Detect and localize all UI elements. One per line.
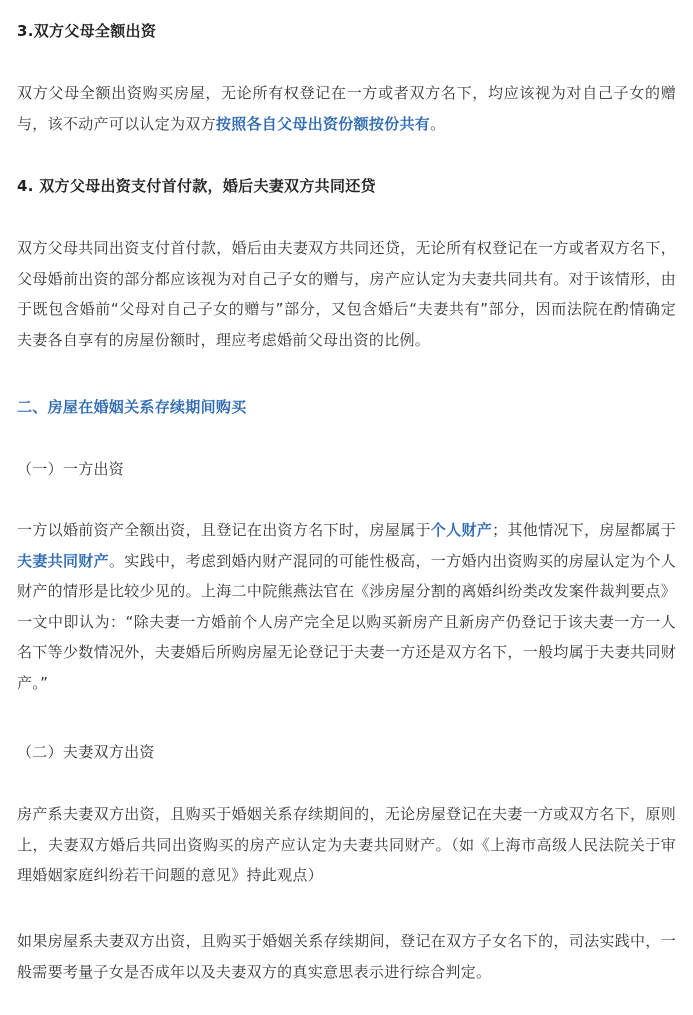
section-3-heading: 3.双方父母全额出资 [17,22,157,40]
personal-property-highlight: 个人财产 [430,521,493,539]
subsection-2-paragraph-1: 房产系夫妻双方出资，且购买于婚姻关系存续期间的，无论房屋登记在夫妻一方或双方名下，原则上，夫妻双方婚后共同出资购买的房产应认定为夫妻共同财产。（如《上海市高级人民法院关于审理婚姻家庭纠纷若干问题的意见》持此观点） [17,805,676,884]
subsection-1-paragraph [17,515,676,698]
part-2-heading: 二、房屋在婚姻关系存续期间购买 [17,398,247,416]
section-4-paragraph: 双方父母共同出资支付首付款，婚后由夫妻双方共同还贷，无论所有权登记在一方或者双方名下，父母婚前出资的部分都应该视为对自己子女的赠与，房产应认定为夫妻共同共有。对于该情形，由于既包含婚前“父母对自己子女的赠与”部分，又包含婚后“夫妻共有”部分，因而法院在酌情确定夫妻各自享有的房屋份额时，理应考虑婚前父母出资的比例。 [17,239,676,349]
section-3-text-a: 双方父母全额出资购买房屋，无论所有权登记在一方或者双方名下，均应该视为对自己子女的赠与，该不动产可以认定为双方 [17,84,676,133]
subsection-1-heading: （一）一方出资 [17,460,125,478]
subsection-2-heading: （二）夫妻双方出资 [17,743,155,761]
subsection-1-text-a: 一方以婚前资产全额出资，且登记在出资方名下时，房屋属于 [17,521,431,539]
subsection-2-paragraph-2: 如果房屋系夫妻双方出资，且购买于婚姻关系存续期间，登记在双方子女名下的，司法实践中，一般需要考量子女是否成年以及夫妻双方的真实意思表示进行综合判定。 [17,932,676,981]
subsection-1-text-b: ；其他情况下，房屋都属于 [492,521,676,539]
section-4-heading: 4. 双方父母出资支付首付款，婚后夫妻双方共同还贷 [17,177,376,195]
subsection-1-text-c: 。实践中，考虑到婚内财产混同的可能性极高，一方婚内出资购买的房屋认定为个人财产的情形是比较少见的。上海二中院熊燕法官在《涉房屋分割的离婚纠纷类改发案件裁判要点》一文中即认为：“除夫妻一方婚前个人房产完全足以购买新房产且新房产仍登记于该夫妻一方一人名下等少数情况外，夫妻婚后所购房屋无论登记于夫妻一方还是双方名下，一般均属于夫妻共同财产。” [17,551,676,692]
joint-property-highlight: 夫妻共同财产 [17,551,109,570]
section-3-highlight: 按照各自父母出资份额按份共有 [215,114,431,133]
section-3-paragraph [17,78,676,139]
section-3-text-b: 。 [430,114,446,133]
